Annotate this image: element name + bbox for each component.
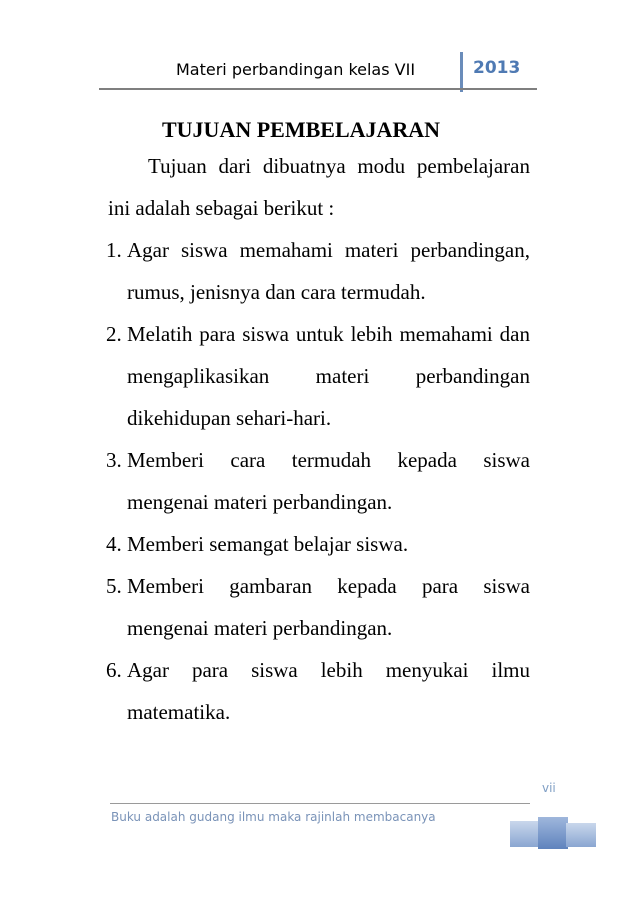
header-title: Materi perbandingan kelas VII — [176, 60, 416, 79]
header-year: 2013 — [473, 58, 521, 78]
list-item-text: Memberi gambaran kepada para siswa mengenai materi perbandingan. — [127, 574, 530, 640]
list-item-number: 2. — [106, 322, 122, 346]
list-item-number: 1. — [106, 238, 122, 262]
list-item — [108, 229, 530, 313]
footer-rule — [110, 803, 530, 804]
list-item-number: 3. — [106, 448, 122, 472]
list-item — [108, 313, 530, 439]
list-item — [108, 439, 530, 523]
list-item-text: Agar para siswa lebih menyukai ilmu matematika. — [127, 658, 530, 724]
list-item — [108, 649, 530, 733]
list-item — [108, 565, 530, 649]
footer-decoration-icon — [510, 815, 596, 851]
list-item-number: 4. — [106, 532, 122, 556]
list-item — [108, 523, 530, 565]
header-separator — [460, 52, 463, 92]
page-number: vii — [542, 781, 556, 795]
list-item-number: 6. — [106, 658, 122, 682]
list-item-text: Agar siswa memahami materi perbandingan, rumus, jenisnya dan cara termudah. — [127, 238, 530, 304]
intro-paragraph: Tujuan dari dibuatnya modu pembelajaran ini adalah sebagai berikut : — [108, 154, 530, 220]
list-item-text: Memberi cara termudah kepada siswa mengenai materi perbandingan. — [127, 448, 530, 514]
list-item-text: Memberi semangat belajar siswa. — [127, 532, 409, 556]
header-rule — [99, 88, 537, 90]
footer-text: Buku adalah gudang ilmu maka rajinlah membacanya — [111, 810, 436, 824]
objectives-list — [108, 229, 530, 733]
section-title: TUJUAN PEMBELAJARAN — [162, 117, 441, 142]
list-item-number: 5. — [106, 574, 122, 598]
list-item-text: Melatih para siswa untuk lebih memahami dan mengaplikasikan materi perbandingan dikehidupan sehari-hari. — [127, 322, 530, 430]
